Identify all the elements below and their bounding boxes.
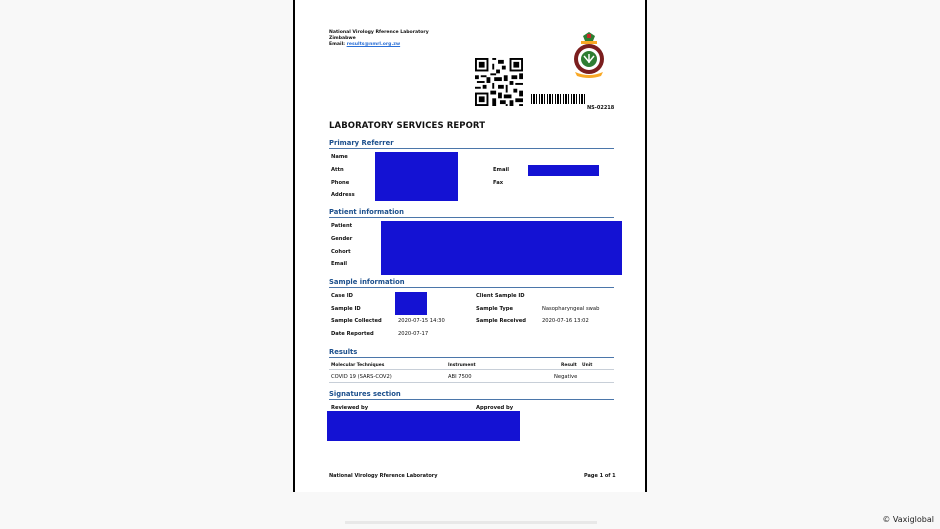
lab-email-line (329, 42, 429, 48)
label-referrer-address: Address (331, 192, 355, 198)
results-cell-instrument: ABI 7500 (448, 374, 472, 380)
section-divider (329, 399, 614, 400)
label-reviewed-by: Reviewed by (331, 405, 369, 411)
lab-name: National Virology Rference Laboratory (329, 30, 429, 35)
label-referrer-attn: Attn (331, 167, 344, 173)
label-patient-email: Email (331, 261, 348, 267)
section-title-results: Results (329, 348, 358, 356)
redaction-referrer-details (375, 152, 458, 201)
next-page-edge (345, 521, 597, 524)
footer-lab-name: National Virology Rference Laboratory (329, 473, 438, 479)
section-divider (329, 287, 614, 288)
results-column-unit: Unit (582, 363, 593, 368)
label-case-id: Case ID (331, 293, 353, 299)
section-title-patient-information: Patient information (329, 208, 404, 216)
results-cell-result: Negative (554, 374, 578, 380)
label-date-reported: Date Reported (331, 331, 374, 337)
label-gender: Gender (331, 236, 353, 242)
redaction-signatures (327, 411, 520, 441)
report-page (293, 0, 647, 492)
label-referrer-email: Email (493, 167, 510, 173)
results-row-divider (329, 382, 614, 383)
qr-code-icon (475, 57, 523, 107)
section-title-sample-information: Sample information (329, 278, 405, 286)
redaction-case-id (395, 292, 427, 315)
lab-email-label: Email: (329, 42, 346, 47)
lab-country: Zimbabwe (329, 36, 356, 41)
section-divider (329, 148, 614, 149)
report-title: LABORATORY SERVICES REPORT (329, 121, 486, 131)
section-title-primary-referrer: Primary Referrer (329, 139, 394, 147)
footer-page-number: Page 1 of 1 (584, 473, 616, 479)
label-patient: Patient (331, 223, 353, 229)
results-header-divider (329, 369, 614, 370)
label-sample-received: Sample Received (476, 318, 526, 324)
results-column-instrument: Instrument (448, 363, 476, 368)
value-sample-type: Nasopharyngeal swab (542, 306, 600, 312)
label-approved-by: Approved by (476, 405, 514, 411)
label-referrer-name: Name (331, 154, 348, 160)
label-referrer-phone: Phone (331, 180, 350, 186)
label-referrer-fax: Fax (493, 180, 504, 186)
value-sample-received: 2020-07-16 13:02 (542, 318, 589, 324)
value-date-reported: 2020-07-17 (398, 331, 429, 337)
results-column-technique: Molecular Techniques (331, 363, 385, 368)
value-sample-collected: 2020-07-15 14:30 (398, 318, 445, 324)
lab-header (329, 30, 429, 48)
label-cohort: Cohort (331, 249, 351, 255)
photo-credit: © Vaxiglobal (882, 515, 934, 524)
section-divider (329, 357, 614, 358)
label-sample-type: Sample Type (476, 306, 513, 312)
redaction-referrer-email (528, 165, 599, 176)
results-cell-technique: COVID 19 (SARS-COV2) (331, 374, 392, 380)
document-number: NS-02218 (587, 105, 615, 111)
label-sample-id: Sample ID (331, 306, 361, 312)
barcode-icon (531, 94, 585, 104)
label-sample-collected: Sample Collected (331, 318, 382, 324)
results-column-result: Result (561, 363, 577, 368)
coat-of-arms-icon (571, 32, 607, 80)
section-title-signatures: Signatures section (329, 390, 401, 398)
label-client-sample-id: Client Sample ID (476, 293, 525, 299)
section-divider (329, 217, 614, 218)
redaction-patient-details (381, 221, 622, 275)
lab-email-link[interactable]: results@nmrl.org.zw (346, 42, 401, 47)
